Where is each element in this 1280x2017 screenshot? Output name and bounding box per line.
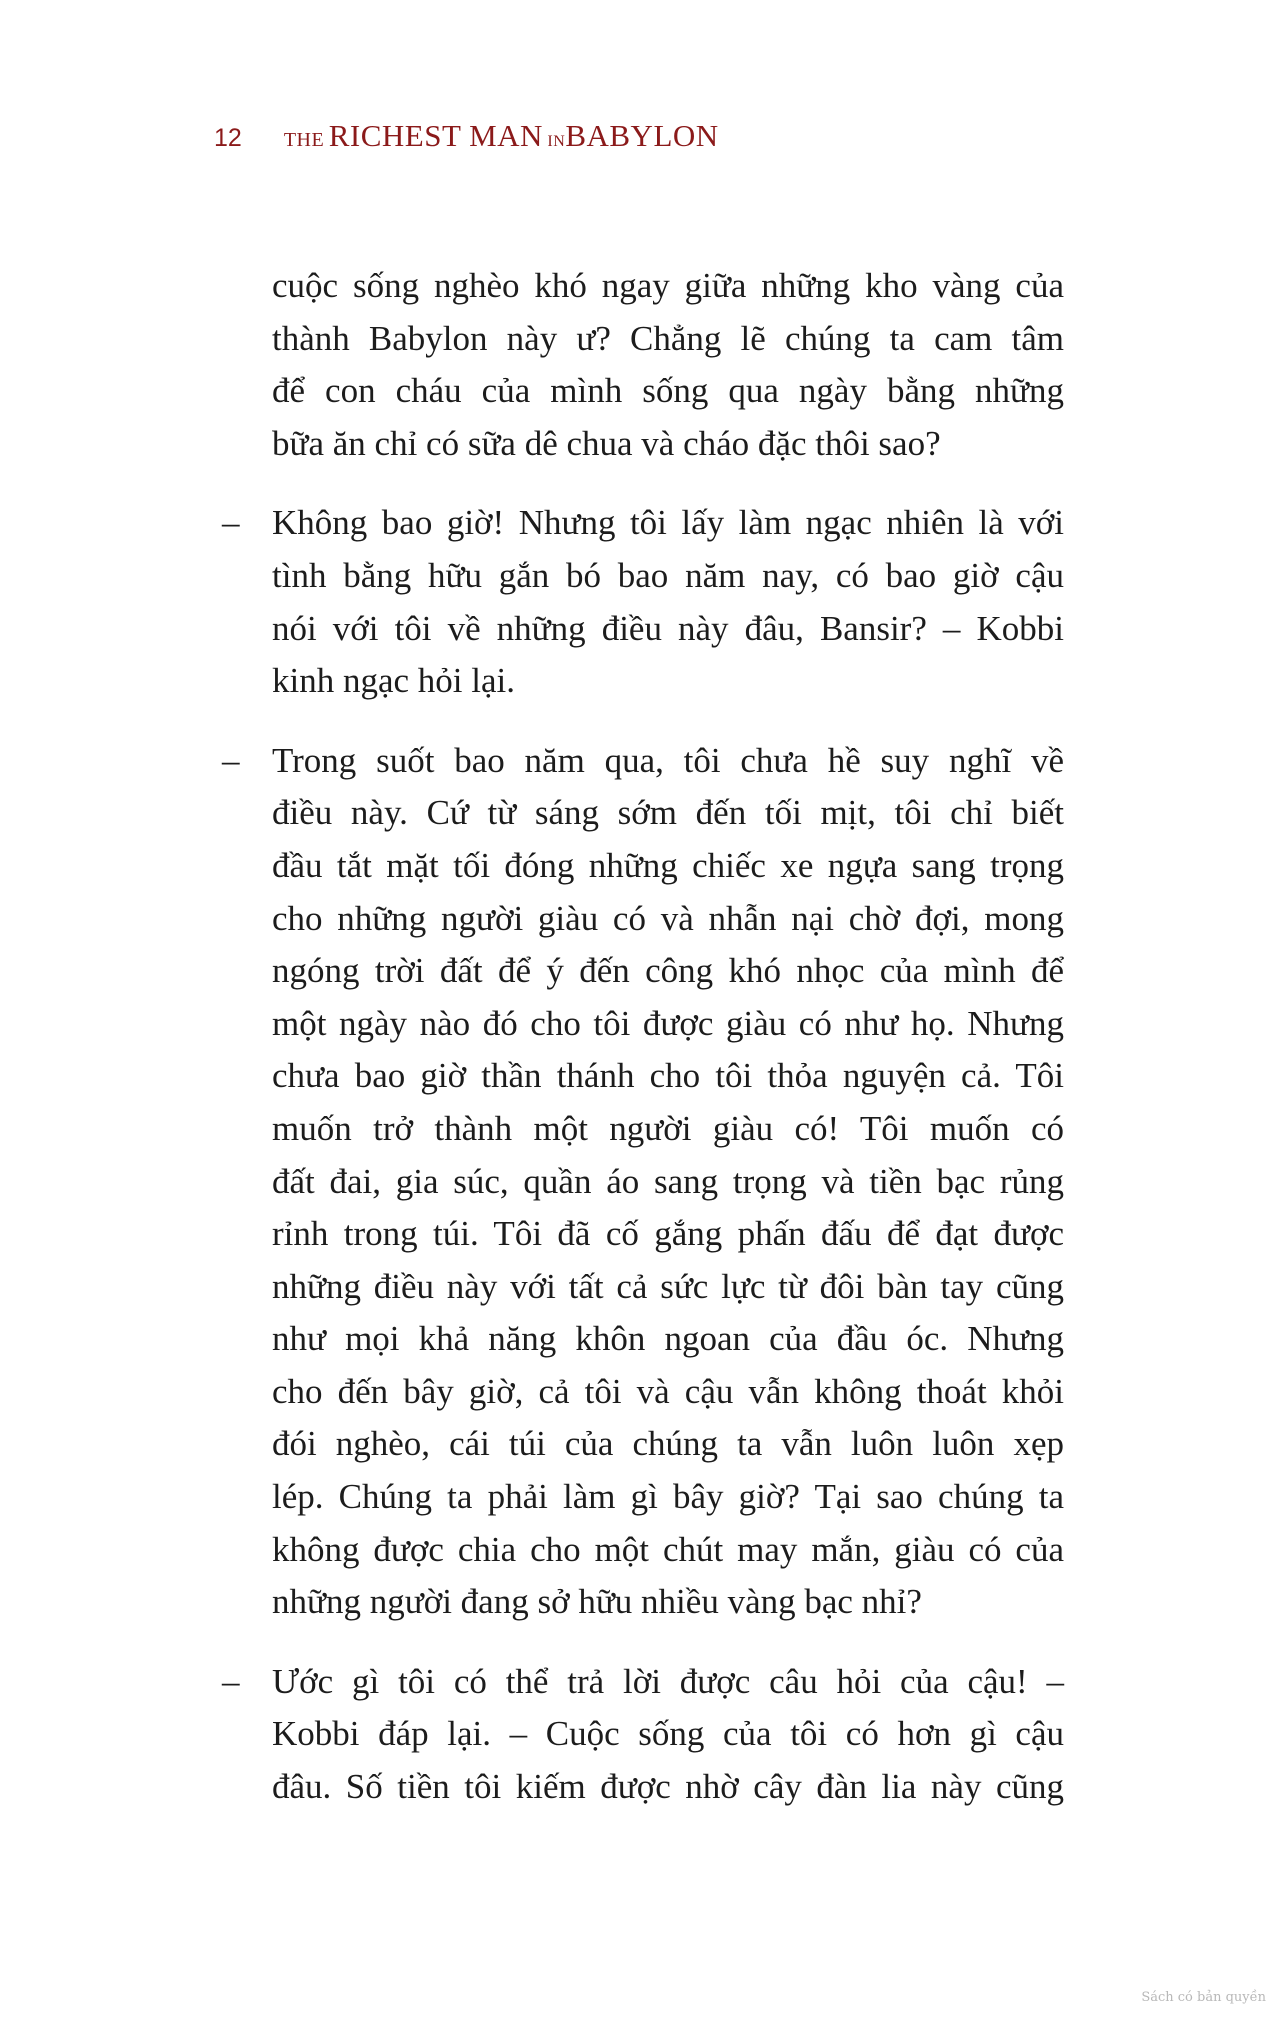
dialogue-paragraph: [222, 1656, 1064, 1814]
text-line: cuộc sống nghèo khó ngay giữa những kho vàng của: [272, 266, 1064, 305]
text-line: thành Babylon này ư? Chẳng lẽ chúng ta cam tâm: [272, 318, 1064, 358]
text-line: tình bằng hữu gắn bó bao năm nay, có bao giờ cậu: [272, 555, 1064, 595]
dialogue-paragraph: [222, 497, 1064, 707]
paragraph: [272, 260, 1064, 470]
text-line: muốn trở thành một người giàu có! Tôi muốn có: [272, 1108, 1064, 1148]
text-line: Ước gì tôi có thể trả lời được câu hỏi của cậu! –: [272, 1661, 1064, 1701]
text-line: cho những người giàu có và nhẫn nại chờ đợi, mong: [272, 898, 1064, 938]
text-line: kinh ngạc hỏi lại.: [272, 661, 516, 701]
book-title-in: IN: [547, 133, 566, 150]
text-line: rỉnh trong túi. Tôi đã cố gắng phấn đấu để đạt được: [272, 1214, 1064, 1254]
dialogue-paragraph: [222, 735, 1064, 1629]
copyright-watermark: Sách có bản quyền: [1141, 1990, 1266, 2005]
dialogue-dash: –: [222, 740, 240, 780]
text-line: Kobbi đáp lại. – Cuộc sống của tôi có hơn gì cậu: [272, 1714, 1064, 1754]
text-line: cho đến bây giờ, cả tôi và cậu vẫn không thoát khỏi: [272, 1371, 1064, 1411]
text-line: như mọi khả năng khôn ngoan của đầu óc. Nhưng: [272, 1319, 1064, 1359]
dialogue-dash: –: [222, 1661, 240, 1701]
text-line: đâu. Số tiền tôi kiếm được nhờ cây đàn lia này cũng: [272, 1767, 1064, 1807]
running-head: [214, 118, 719, 154]
text-line: đói nghèo, cái túi của chúng ta vẫn luôn luôn xẹp: [272, 1424, 1064, 1464]
book-title: [284, 118, 719, 154]
page-number: 12: [214, 124, 242, 152]
dialogue-dash: –: [222, 503, 240, 543]
text-line: nói với tôi về những điều này đâu, Bansir? – Kobbi: [272, 608, 1064, 648]
text-line: bữa ăn chỉ có sữa dê chua và cháo đặc thôi sao?: [272, 423, 941, 463]
text-line: điều này. Cứ từ sáng sớm đến tối mịt, tôi chỉ biết: [272, 793, 1064, 833]
text-line: những người đang sở hữu nhiều vàng bạc nhỉ?: [272, 1582, 922, 1622]
text-line: không được chia cho một chút may mắn, giàu có của: [272, 1529, 1064, 1569]
text-line: một ngày nào đó cho tôi được giàu có như họ. Nhưng: [272, 1003, 1064, 1043]
text-line: ngóng trời đất để ý đến công khó nhọc của mình để: [272, 951, 1064, 991]
book-title-richest-man: RICHEST MAN: [328, 118, 543, 153]
text-line: đất đai, gia súc, quần áo sang trọng và tiền bạc rủng: [272, 1161, 1064, 1201]
text-line: lép. Chúng ta phải làm gì bây giờ? Tại sao chúng ta: [272, 1477, 1064, 1517]
text-line: Trong suốt bao năm qua, tôi chưa hề suy nghĩ về: [272, 740, 1064, 780]
text-line: những điều này với tất cả sức lực từ đôi bàn tay cũng: [272, 1266, 1064, 1306]
text-line: Không bao giờ! Nhưng tôi lấy làm ngạc nhiên là với: [272, 503, 1064, 543]
text-line: đầu tắt mặt tối đóng những chiếc xe ngựa sang trọng: [272, 845, 1064, 885]
book-title-the: THE: [283, 129, 325, 151]
body-text: [222, 260, 1064, 1841]
book-title-babylon: BABYLON: [565, 118, 719, 153]
text-line: chưa bao giờ thần thánh cho tôi thỏa nguyện cả. Tôi: [272, 1056, 1064, 1096]
text-line: để con cháu của mình sống qua ngày bằng những: [272, 371, 1064, 411]
